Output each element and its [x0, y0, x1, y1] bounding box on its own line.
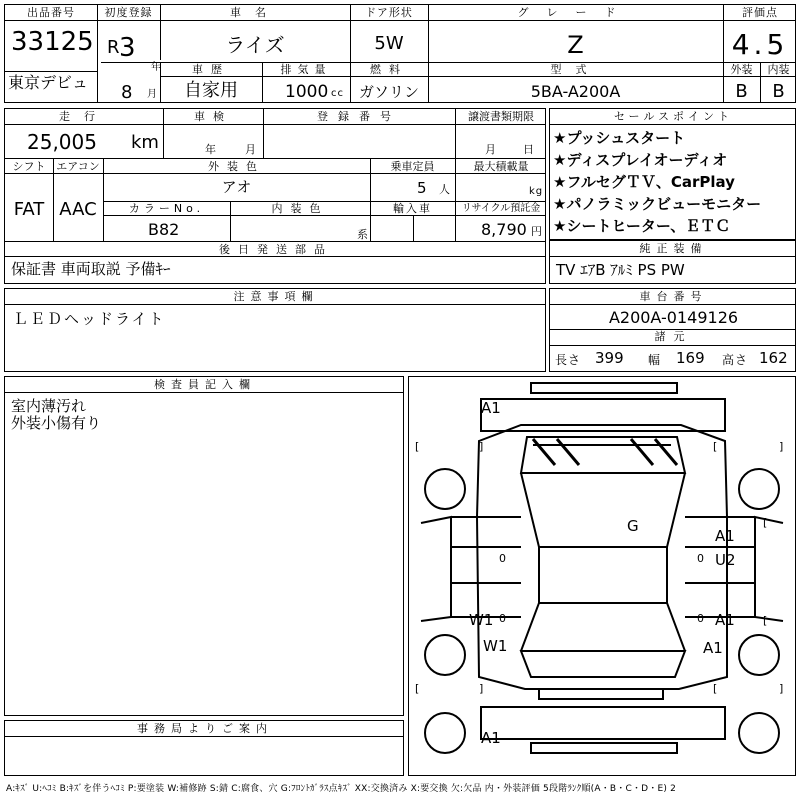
model: 5BA-A200A	[530, 82, 621, 101]
plate-label: 登録番号	[317, 110, 401, 123]
displacement: 1000	[285, 82, 329, 102]
reg-era: R	[107, 37, 120, 58]
transfer-label: 譲渡書類期限	[468, 110, 534, 123]
later-parts: 保証書 車両取説 予備ｷｰ	[11, 260, 171, 278]
zero-mark: 0	[697, 612, 705, 625]
reg-label: 初度登録	[104, 6, 153, 19]
transfer-day-unit: 日	[523, 143, 535, 156]
inspector-label: 検査員記入欄	[154, 378, 256, 391]
sales-point: ★プッシュスタート	[553, 129, 686, 147]
door: 5W	[374, 33, 404, 54]
recycle-unit: 円	[531, 225, 543, 238]
recycle-label: リサイクル預託金	[461, 203, 541, 214]
mark-left-rear-fender: W1	[483, 637, 508, 655]
reg-year: 3	[119, 33, 136, 63]
mark-rear: A1	[481, 729, 501, 747]
notes-section	[4, 288, 546, 372]
width-label: 幅	[648, 353, 662, 367]
fuel-label: 燃料	[370, 63, 408, 76]
bracket: [	[763, 614, 769, 627]
zero-mark: 0	[499, 612, 507, 625]
length-label: 長さ	[555, 353, 582, 367]
grade-label: グレード	[517, 6, 634, 19]
bracket: [	[415, 682, 421, 695]
lot-no: 33125	[11, 27, 94, 57]
int-color-unit: 系	[357, 228, 369, 241]
sales-label: セールスポイント	[613, 110, 733, 123]
notes-value: ＬＥＤヘッドライト	[13, 310, 166, 328]
sales-point: ★パノラミックビューモニター	[553, 195, 762, 213]
insp-year-unit: 年	[205, 143, 217, 156]
score: 4.5	[731, 28, 789, 61]
spec-label: 諸元	[654, 330, 693, 343]
chassis-section	[549, 288, 796, 372]
ext-grade-label: 外装	[730, 63, 753, 76]
car-diagram-svg	[409, 377, 795, 775]
chassis-value: A200A-0149126	[608, 308, 739, 327]
length-value: 399	[595, 349, 624, 367]
capacity-label: 乗車定員	[390, 160, 435, 173]
ext-color-label: 外装色	[208, 160, 265, 173]
mark-right-front-fender: A1	[715, 527, 735, 545]
notes-label: 注意事項欄	[233, 290, 319, 303]
office-label: 事務局よりご案内	[137, 722, 273, 735]
inspector-section	[4, 376, 404, 716]
grade: Z	[567, 31, 584, 59]
capacity-unit: 人	[439, 183, 451, 196]
capacity: 5	[417, 179, 427, 197]
import-label: 輸入車	[393, 202, 432, 215]
bracket: [	[713, 440, 719, 453]
reg-month: 8	[121, 82, 133, 103]
shift: FAT	[13, 199, 45, 220]
bracket: [	[763, 516, 769, 529]
car-name-label: 車名	[230, 6, 280, 19]
car-name: ライズ	[225, 33, 285, 57]
inspector-line: 室内薄汚れ	[11, 397, 87, 415]
recycle: 8,790	[481, 220, 527, 239]
int-grade: B	[772, 81, 785, 102]
model-label: 型式	[550, 63, 601, 76]
maxload-label: 最大積載量	[473, 160, 529, 173]
equipment-value: TV ｴｱB ｱﾙﾐ PS PW	[556, 261, 685, 279]
mark-front: A1	[481, 399, 501, 417]
vehicle-info-section	[4, 108, 546, 284]
mark-roof: G	[627, 517, 639, 535]
equipment-section	[549, 240, 796, 284]
shift-label: シフト	[12, 160, 46, 173]
zero-mark: 0	[499, 552, 507, 565]
bracket: ]	[779, 682, 785, 695]
height-value: 162	[759, 349, 788, 367]
sales-point: ★ディスプレイオーディオ	[553, 151, 728, 169]
history-label: 車歴	[192, 63, 230, 76]
inspector-line: 外装小傷有り	[11, 414, 102, 432]
mileage: 25,005	[27, 130, 97, 154]
fuel: ガソリン	[358, 83, 419, 101]
bracket: [	[713, 682, 719, 695]
year-unit: 年	[151, 62, 162, 73]
inspection-label: 車検	[194, 110, 232, 123]
history: 自家用	[184, 80, 238, 101]
ext-grade: B	[735, 81, 748, 102]
ac: AAC	[59, 199, 97, 220]
mileage-label: 走行	[59, 110, 109, 123]
month-unit: 月	[147, 89, 158, 100]
displacement-label: 排気量	[280, 63, 332, 76]
color-no-label: カラーNo.	[128, 202, 205, 215]
venue: 東京デビュ	[8, 73, 89, 92]
score-label: 評価点	[742, 6, 778, 19]
bracket: ]	[479, 440, 485, 453]
damage-diagram	[408, 376, 796, 776]
maxload-unit: kg	[529, 186, 544, 197]
transfer-month-unit: 月	[485, 143, 497, 156]
bracket: [	[415, 440, 421, 453]
sales-point: ★シートヒーター、ＥＴＣ	[553, 217, 731, 235]
chassis-label: 車台番号	[639, 290, 708, 303]
ext-color: アオ	[221, 178, 252, 196]
mark-right-front-door: U2	[715, 551, 736, 569]
bracket: ]	[479, 682, 485, 695]
zero-mark: 0	[697, 552, 705, 565]
int-color-label: 内装色	[271, 202, 329, 215]
width-value: 169	[676, 349, 705, 367]
lot-no-label: 出品番号	[27, 6, 75, 19]
mark-left-rear-door: W1	[469, 611, 494, 629]
legend-footer: A:ｷｽﾞ U:ﾍｺﾐ B:ｷｽﾞを伴うﾍｺﾐ P:要塗装 W:補修跡 S:錆 C:腐食、穴 G:ﾌﾛﾝﾄｶﾞﾗｽ点ｷｽﾞ XX:交換済み X:要交換 欠:欠品 内・外装評価 5段階ﾗﾝｸ順(A・B・C・D・E) 2	[6, 784, 677, 794]
sales-point: ★フルセグＴＶ、CarPlay	[553, 173, 735, 191]
displacement-unit: cc	[331, 88, 344, 99]
bracket: ]	[779, 440, 785, 453]
equipment-label: 純正装備	[639, 242, 708, 255]
height-label: 高さ	[722, 353, 749, 367]
mark-right-rear-door: A1	[715, 611, 735, 629]
mileage-unit: km	[131, 132, 159, 153]
sales-points-section	[549, 108, 796, 240]
insp-month-unit: 月	[245, 143, 257, 156]
later-parts-label: 後日発送部品	[219, 243, 333, 256]
color-no: B82	[148, 220, 180, 239]
mark-right-rear-fender: A1	[703, 639, 723, 657]
door-label: ドア形状	[365, 6, 413, 19]
header-section	[4, 4, 796, 103]
office-section	[4, 720, 404, 776]
int-grade-label: 内装	[767, 63, 790, 76]
ac-label: エアコン	[56, 160, 100, 173]
